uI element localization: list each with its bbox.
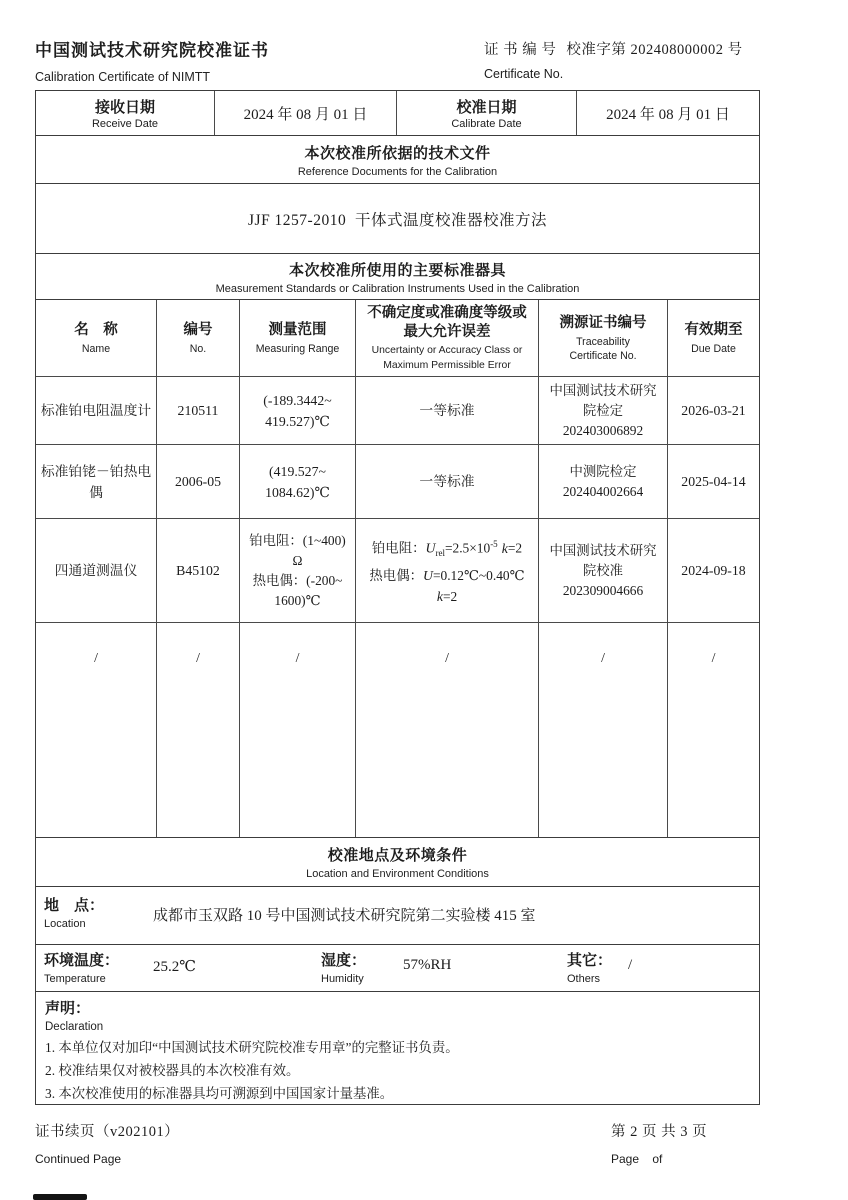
cell-uncertainty: 一等标准 (356, 377, 539, 444)
calibrate-date-label-en: Calibrate Date (451, 118, 522, 130)
certificate-number-value: 校准字第 202408000002 号 (566, 42, 743, 58)
declaration-item: 2. 校准结果仅对被校器具的本次校准有效。 (45, 1063, 300, 1078)
title-en: Calibration Certificate of NIMTT (35, 70, 211, 84)
calibrate-date-label-cell (397, 91, 577, 135)
cell-name: 标准铂电阻温度计 (36, 377, 157, 444)
col-trace-zh: 溯源证书编号 (559, 314, 647, 331)
table-row (36, 623, 759, 837)
declaration-section (35, 992, 760, 1105)
receive-date-label-zh: 接收日期 (94, 100, 155, 116)
document-header (35, 36, 760, 86)
col-no-en: No. (189, 342, 207, 355)
scan-artifact-bar (33, 1194, 87, 1200)
cell-name: 四通道测温仪 (36, 519, 157, 622)
col-trace-en-1: Traceability (576, 335, 630, 348)
col-name-en: Name (81, 342, 111, 355)
table-row (36, 445, 759, 519)
col-due-en: Due Date (691, 342, 736, 355)
calibrate-date-value: 2024 年 08 月 01 日 (606, 106, 730, 123)
receive-date-value-cell (215, 91, 397, 135)
cell-due: 2024-09-18 (681, 563, 746, 578)
declaration-items (45, 1036, 750, 1105)
col-range-en: Measuring Range (255, 342, 340, 355)
col-header-uncertainty (356, 300, 539, 376)
cell-uncertainty: / (356, 623, 539, 837)
calibrate-date-value-cell (577, 91, 759, 135)
continued-page-block (35, 1120, 179, 1166)
cell-range: / (240, 623, 356, 837)
col-no-zh: 编号 (183, 321, 213, 338)
certificate-number-label-zh: 证 书 编 号 (484, 42, 557, 58)
environment-row (35, 945, 760, 992)
temperature-value: 25.2℃ (153, 959, 197, 975)
col-range-zh: 测量范围 (268, 321, 327, 338)
declaration-item: 3. 本次校准使用的标准器具均可溯源到中国国家计量基准。 (45, 1086, 394, 1101)
cell-range: (419.527~ 1084.62)℃ (240, 445, 356, 518)
cell-no: B45102 (157, 519, 240, 622)
temperature-label: 环境温度： Temperature (44, 953, 120, 985)
cell-no: 2006-05 (157, 445, 240, 518)
declaration-title-zh: 声明： (45, 1001, 91, 1017)
reference-document-band (35, 184, 760, 254)
certificate-number-line (484, 38, 743, 59)
cell-traceability: / (539, 623, 668, 837)
receive-date-value: 2024 年 08 月 01 日 (243, 106, 368, 123)
others-value: / (628, 957, 633, 973)
cell-no: 210511 (157, 377, 240, 444)
location-section-header (35, 838, 760, 887)
col-name-zh: 名 称 (74, 321, 118, 338)
dates-row (36, 91, 759, 135)
others-label: 其它： Others (567, 953, 613, 985)
page-footer (35, 1120, 760, 1180)
col-trace-en-2: Certificate No. (569, 349, 637, 362)
declaration-item: 1. 本单位仅对加印“中国测试技术研究院校准专用章”的完整证书负责。 (45, 1040, 459, 1055)
reference-title-en: Reference Documents for the Calibration (297, 165, 498, 178)
humidity-label: 湿度： Humidity (321, 953, 367, 985)
location-value: 成都市玉双路 10 号中国测试技术研究院第二实验楼 415 室 (153, 908, 536, 924)
col-due-zh: 有效期至 (684, 321, 743, 338)
cell-uncertainty: 一等标准 (356, 445, 539, 518)
col-uncertainty-zh-1: 不确定度或准确度等级或 (367, 304, 527, 321)
location-label: 地 点： Location (44, 898, 105, 930)
dates-table (35, 90, 760, 136)
cell-traceability: 中国测试技术研究 院检定 202403006892 (539, 377, 668, 444)
cell-uncertainty: 铂电阻：$U_{rel}=2.5\times 10^{-5}$ k=2 热电偶：U=0.12℃~0.40℃ k=2 (356, 519, 539, 622)
col-header-due (668, 300, 759, 376)
col-uncertainty-en-2: Maximum Permissible Error (383, 360, 511, 371)
reference-section-header (35, 136, 760, 184)
calibrate-date-label-zh: 校准日期 (456, 100, 517, 116)
humidity-value: 57%RH (403, 957, 452, 973)
certificate-number-block (484, 38, 743, 81)
standards-table (35, 300, 760, 838)
certificate-number-label-en: Certificate No. (484, 67, 564, 81)
declaration-title-en: Declaration (45, 1021, 104, 1033)
cell-range: 铂电阻：(1~400) Ω 热电偶：(-200~ 1600)℃ (240, 519, 356, 622)
cell-traceability: 中测院检定 202404002664 (539, 445, 668, 518)
col-header-range (240, 300, 356, 376)
cell-due: 2025-04-14 (681, 474, 746, 489)
col-header-traceability (539, 300, 668, 376)
page-number-en: Page of (611, 1152, 663, 1166)
location-title-zh: 校准地点及环境条件 (327, 848, 468, 864)
continued-page-en: Continued Page (35, 1152, 122, 1166)
table-row (36, 519, 759, 623)
table-row (36, 377, 759, 445)
page-number-block (611, 1120, 707, 1166)
cell-range: (-189.3442~ 419.527)℃ (240, 377, 356, 444)
receive-date-label-cell (36, 91, 215, 135)
receive-date-label-en: Receive Date (91, 118, 159, 130)
reference-title-zh: 本次校准所依据的技术文件 (304, 145, 491, 162)
standards-title-en: Measurement Standards or Calibration Instruments Used in the Calibration (215, 282, 580, 295)
location-title-en: Location and Environment Conditions (306, 868, 489, 880)
cell-name: / (36, 623, 157, 837)
continued-page-zh: 证书续页（v202101） (35, 1124, 180, 1140)
cell-due: 2026-03-21 (681, 403, 746, 418)
cell-no: / (157, 623, 240, 837)
standards-title-zh: 本次校准所使用的主要标准器具 (288, 262, 506, 279)
location-row (35, 887, 760, 945)
standards-table-header-row (36, 300, 759, 377)
cell-due: / (711, 650, 716, 665)
col-uncertainty-zh-2: 最大允许误差 (403, 323, 491, 340)
col-header-no (157, 300, 240, 376)
page-number-zh: 第 2 页 共 3 页 (611, 1124, 708, 1140)
col-header-name (36, 300, 157, 376)
cell-name: 标准铂铑－铂热电 偶 (36, 445, 157, 518)
col-uncertainty-en-1: Uncertainty or Accuracy Class or (371, 344, 523, 356)
reference-document-text: JJF 1257-2010 干体式温度校准器校准方法 (248, 211, 547, 229)
standards-section-header (35, 254, 760, 300)
title-zh: 中国测试技术研究院校准证书 (35, 41, 269, 60)
cell-traceability: 中国测试技术研究 院校准 202309004666 (539, 519, 668, 622)
